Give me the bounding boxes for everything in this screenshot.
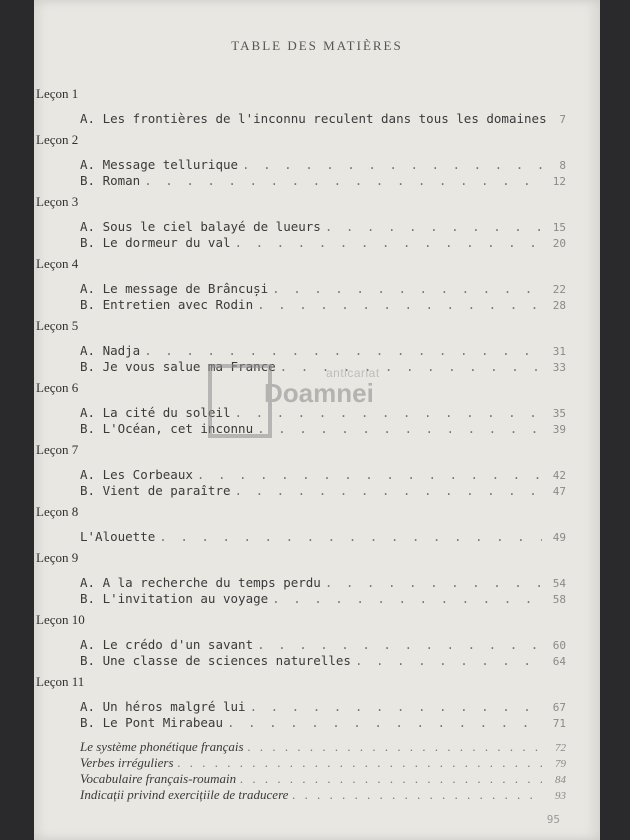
entry-page-number: 22	[552, 283, 566, 296]
toc-entry	[80, 699, 566, 715]
dot-leader	[292, 787, 542, 803]
lesson-entries	[36, 637, 566, 669]
toc-entry	[80, 281, 566, 297]
appendix-section	[36, 739, 566, 803]
entry-title: B. Le dormeur du val	[80, 235, 231, 250]
dot-leader	[240, 771, 542, 787]
toc-entry	[80, 219, 566, 235]
toc-entry	[80, 235, 566, 251]
entry-page-number: 42	[552, 469, 566, 482]
toc-entry	[80, 405, 566, 421]
entry-title: Le système phonétique français	[80, 739, 244, 754]
toc-entry	[80, 157, 566, 173]
appendix-entry	[80, 787, 566, 803]
lesson-entries	[36, 219, 566, 251]
entry-title: A. Le crédo d'un savant	[80, 637, 254, 652]
toc-entry	[80, 653, 566, 669]
dot-leader	[235, 235, 542, 251]
lesson-section	[36, 84, 566, 127]
entry-title: A. Les Corbeaux	[80, 467, 193, 482]
entry-page-number: 49	[552, 531, 566, 544]
entry-title: Verbes irréguliers	[80, 755, 174, 770]
dot-leader	[325, 575, 542, 591]
lesson-heading: Leçon 6	[36, 380, 79, 395]
lesson-section	[36, 672, 566, 731]
lesson-entries	[36, 467, 566, 499]
entry-title: A. Message tellurique	[80, 157, 239, 172]
lesson-heading: Leçon 4	[36, 256, 79, 271]
lesson-section	[36, 502, 566, 545]
lesson-heading: Leçon 1	[36, 86, 79, 101]
appendix-entry	[80, 755, 566, 771]
entry-page-number: 79	[555, 758, 566, 770]
dot-leader	[355, 653, 542, 669]
dot-leader	[197, 467, 542, 483]
entry-title: B. Le Pont Mirabeau	[80, 715, 223, 730]
lesson-section	[36, 316, 566, 375]
dot-leader	[178, 755, 542, 771]
lesson-entries	[36, 405, 566, 437]
toc-entry	[80, 173, 566, 189]
lesson-section	[36, 610, 566, 669]
entry-page-number: 54	[552, 577, 566, 590]
lesson-section	[36, 192, 566, 251]
toc-entry	[80, 715, 566, 731]
page-title: TABLE DES MATIÈRES	[231, 38, 403, 53]
dot-leader	[257, 297, 542, 313]
lesson-entries	[36, 529, 566, 545]
lesson-entries	[36, 699, 566, 731]
toc-entry	[80, 421, 566, 437]
entry-page-number: 20	[552, 237, 566, 250]
lesson-section	[36, 378, 566, 437]
entry-title: B. Entretien avec Rodin	[80, 297, 254, 312]
lesson-section	[36, 548, 566, 607]
lesson-section	[36, 254, 566, 313]
lesson-heading: Leçon 2	[36, 132, 79, 147]
lesson-heading: Leçon 8	[36, 504, 79, 519]
watermark-small-text: anticariat	[326, 366, 380, 380]
toc-entry	[80, 483, 566, 499]
lesson-heading: Leçon 5	[36, 318, 79, 333]
entry-title: Vocabulaire français-roumain	[80, 771, 237, 786]
lesson-entries	[36, 157, 566, 189]
lesson-entries	[36, 575, 566, 607]
page-number: 95	[546, 813, 560, 826]
lesson-heading: Leçon 3	[36, 194, 79, 209]
entry-page-number: 8	[559, 159, 566, 172]
entry-title: A. Un héros malgré lui	[80, 699, 246, 714]
entry-page-number: 39	[552, 423, 566, 436]
lesson-entries	[36, 281, 566, 313]
entry-title: B. Je vous salue ma France	[80, 359, 276, 374]
lesson-heading: Leçon 9	[36, 550, 79, 565]
watermark-big-text: Doamnei	[264, 378, 374, 408]
entry-page-number: 12	[552, 175, 566, 188]
dot-leader	[272, 281, 542, 297]
entry-title: A. Nadja	[80, 343, 141, 358]
entry-title: B. L'Océan, cet inconnu	[80, 421, 254, 436]
dot-leader	[242, 157, 542, 173]
dot-leader	[235, 405, 542, 421]
toc-entry	[80, 111, 566, 127]
dot-leader	[144, 343, 542, 359]
entry-title: B. Une classe de sciences naturelles	[80, 653, 351, 668]
entry-page-number: 31	[552, 345, 566, 358]
toc-entry	[80, 467, 566, 483]
entry-title: L'Alouette	[80, 529, 156, 544]
entry-title: B. Roman	[80, 173, 141, 188]
lesson-entries	[36, 343, 566, 375]
entry-title: A. La cité du soleil	[80, 405, 231, 420]
lesson-heading: Leçon 10	[36, 612, 85, 627]
entry-title: B. L'invitation au voyage	[80, 591, 269, 606]
lesson-entries	[36, 111, 566, 127]
entry-page-number: 60	[552, 639, 566, 652]
toc-entry	[80, 343, 566, 359]
entry-page-number: 35	[552, 407, 566, 420]
entry-page-number: 67	[552, 701, 566, 714]
dot-leader	[235, 483, 542, 499]
toc-entry	[80, 575, 566, 591]
entry-page-number: 64	[552, 655, 566, 668]
entry-title: B. Vient de paraître	[80, 483, 231, 498]
entry-title: Indicații privind exercițiile de traducere	[80, 787, 289, 802]
entry-page-number: 15	[552, 221, 566, 234]
lesson-heading: Leçon 7	[36, 442, 79, 457]
book-page	[34, 0, 600, 840]
entry-page-number: 33	[552, 361, 566, 374]
dot-leader	[257, 421, 542, 437]
toc-entry	[80, 637, 566, 653]
entry-title: A. Les frontières de l'inconnu reculent dans tous les domaines	[80, 111, 547, 126]
entry-title: A. Le message de Brâncuși	[80, 281, 269, 296]
entry-page-number: 7	[559, 113, 566, 126]
lesson-section	[36, 440, 566, 499]
dot-leader	[159, 529, 542, 545]
dot-leader	[257, 637, 542, 653]
dot-leader	[144, 173, 542, 189]
dot-leader	[248, 739, 542, 755]
lesson-heading: Leçon 11	[36, 674, 85, 689]
entry-title: A. Sous le ciel balayé de lueurs	[80, 219, 321, 234]
dot-leader	[227, 715, 542, 731]
lesson-section	[36, 130, 566, 189]
dot-leader	[325, 219, 542, 235]
entry-page-number: 72	[555, 742, 566, 754]
dot-leader	[272, 591, 542, 607]
entry-page-number: 58	[552, 593, 566, 606]
entry-page-number: 84	[555, 774, 566, 786]
entry-page-number: 28	[552, 299, 566, 312]
entry-title: A. A la recherche du temps perdu	[80, 575, 321, 590]
toc-entry	[80, 529, 566, 545]
table-of-contents	[36, 84, 566, 803]
appendix-entry	[80, 771, 566, 787]
toc-entry	[80, 359, 566, 375]
dot-leader	[280, 359, 542, 375]
toc-entry	[80, 297, 566, 313]
entry-page-number: 93	[555, 790, 566, 802]
entry-page-number: 47	[552, 485, 566, 498]
appendix-entry	[80, 739, 566, 755]
entry-page-number: 71	[552, 717, 566, 730]
dot-leader	[250, 699, 542, 715]
toc-entry	[80, 591, 566, 607]
